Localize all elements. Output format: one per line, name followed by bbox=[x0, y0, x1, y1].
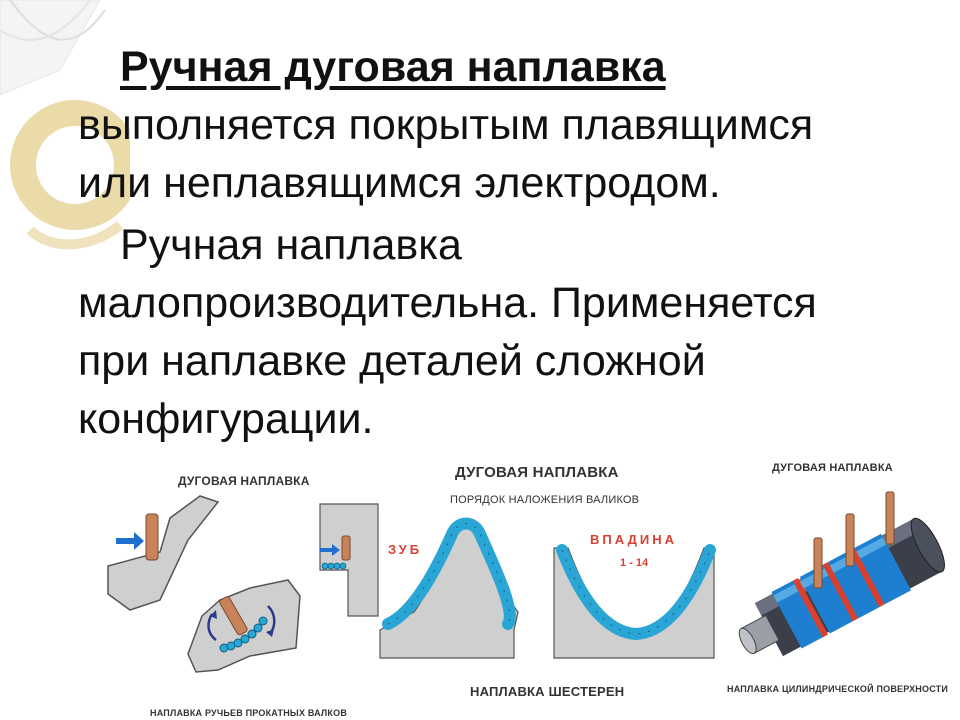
shaft bbox=[738, 512, 948, 672]
feed-arrow-icon bbox=[116, 532, 144, 550]
tooth-label: ЗУБ bbox=[388, 542, 423, 557]
roll-block-upper bbox=[108, 496, 218, 610]
electrode-2 bbox=[846, 514, 854, 566]
paragraph-1-line-1: выполняется покрытым плавящимся bbox=[78, 101, 814, 149]
figure-left-title: ДУГОВАЯ НАПЛАВКА bbox=[178, 474, 310, 488]
heading: Ручная дуговая наплавка bbox=[120, 43, 666, 91]
paragraph-1 bbox=[78, 38, 938, 212]
main-text bbox=[78, 38, 938, 448]
figure-middle-title: ДУГОВАЯ НАПЛАВКА bbox=[455, 464, 619, 481]
figure-right-illustration bbox=[738, 478, 948, 678]
paragraph-2-line-3: при наплавке деталей сложной bbox=[78, 337, 706, 385]
figure-middle-caption: НАПЛАВКА ШЕСТЕРЕН bbox=[470, 684, 625, 699]
paragraph-1-line-2: или неплавящимся электродом. bbox=[78, 159, 721, 207]
figure-right-title: ДУГОВАЯ НАПЛАВКА bbox=[772, 462, 893, 474]
electrode-upper bbox=[146, 514, 158, 560]
figure-middle-subtitle: ПОРЯДОК НАЛОЖЕНИЯ ВАЛИКОВ bbox=[450, 494, 640, 506]
cavity-label: ВПАДИНА bbox=[590, 532, 677, 547]
cavity-range-label: 1 - 14 bbox=[620, 557, 649, 569]
electrode-small bbox=[342, 536, 350, 560]
paragraph-2-line-2: малопроизводительна. Применяется bbox=[78, 279, 817, 327]
figure-left-caption: НАПЛАВКА РУЧЬЕВ ПРОКАТНЫХ ВАЛКОВ bbox=[150, 708, 348, 718]
paragraph-2-line-1: Ручная наплавка bbox=[120, 221, 462, 269]
electrode-3 bbox=[886, 492, 894, 544]
paragraph-2-line-4: конфигурации. bbox=[78, 395, 374, 443]
paragraph-2 bbox=[78, 216, 938, 448]
figure-right-caption: НАПЛАВКА ЦИЛИНДРИЧЕСКОЙ ПОВЕРХНОСТИ bbox=[727, 684, 949, 694]
figure-middle-illustration bbox=[318, 500, 720, 662]
electrode-1 bbox=[814, 538, 822, 588]
figure-left-illustration bbox=[100, 488, 315, 706]
